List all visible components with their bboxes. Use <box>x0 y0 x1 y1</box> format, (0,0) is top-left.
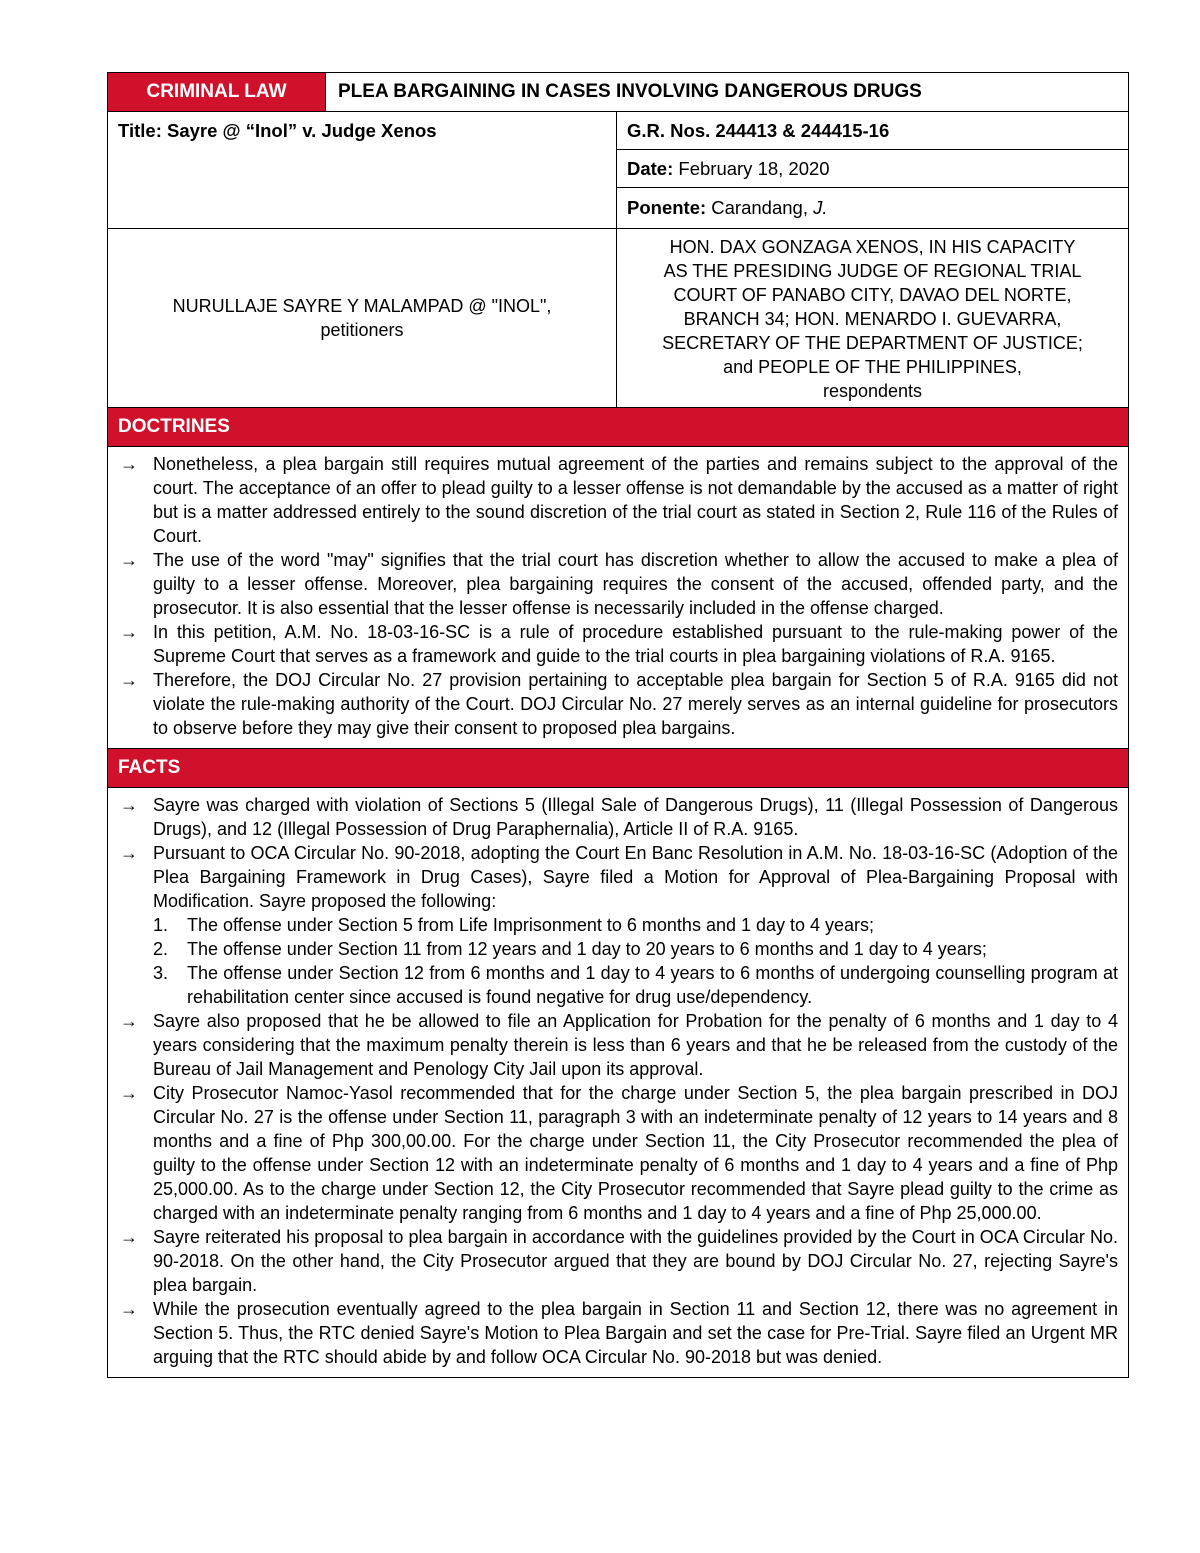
list-item <box>120 1297 1118 1369</box>
arrow-right-icon: → <box>120 1011 138 1031</box>
subject-label: CRIMINAL LAW <box>108 73 326 111</box>
list-item <box>120 841 1118 913</box>
item-text: The offense under Section 11 from 12 years and 1 day to 20 years to 6 months and 1 day to 4 years; <box>187 939 987 959</box>
respondent-role: respondents <box>822 381 923 401</box>
petitioner-role: petitioners <box>320 320 404 340</box>
doctrine-text: Nonetheless, a plea bargain still requires mutual agreement of the parties and remains subject to the approval of the court. The acceptance of an offer to plead guilty to a lesser offense is not demandable by the accused as a matter of right but is a matter addressed entirely to the sound discretion of the trial court as stated in Section 2, Rule 116 of the Rules of Court. <box>153 454 1118 546</box>
item-number: 2. <box>153 939 169 959</box>
list-item <box>120 1081 1118 1225</box>
fact-text: Sayre reiterated his proposal to plea bargain in accordance with the guidelines provided by the Court in OCA Circular No. 90-2018. On the other hand, the City Prosecutor argued that they are bound by DOJ Circular No. 27, rejecting Sayre's plea bargain. <box>153 1227 1118 1295</box>
facts-heading: FACTS <box>108 749 1128 788</box>
arrow-right-icon: → <box>120 843 138 863</box>
header-row <box>108 73 1128 112</box>
item-number: 1. <box>153 915 169 935</box>
respondent-last: PEOPLE OF THE PHILIPPINES, <box>758 357 1022 377</box>
date-value: February 18, 2020 <box>678 157 830 179</box>
respondent-line <box>625 355 1120 379</box>
item-text: The offense under Section 12 from 6 months and 1 day to 4 years to 6 months of undergoing counselling program at rehabilitation center since accused is found negative for drug use/dependency. <box>187 963 1118 1007</box>
gr-number: G.R. Nos. 244413 & 244415-16 <box>617 112 1128 150</box>
arrow-right-icon: → <box>120 454 138 474</box>
ponente-label: Ponente: <box>627 197 707 218</box>
title-value: Sayre @ “Inol” v. Judge Xenos <box>167 120 437 141</box>
petitioner-block <box>108 229 617 407</box>
doctrine-text: In this petition, A.M. No. 18-03-16-SC is a rule of procedure established pursuant to the rule-making power of the Supreme Court that serves as a framework and guide to the trial courts in plea bargaining violations of R.A. 9165. <box>153 622 1118 666</box>
case-digest-table <box>107 72 1129 1378</box>
case-title <box>108 112 617 228</box>
respondent-line: SECRETARY OF THE DEPARTMENT OF JUSTICE; <box>662 333 1083 353</box>
list-item <box>120 620 1118 668</box>
respondent-line: HON. DAX GONZAGA XENOS, IN HIS CAPACITY <box>669 237 1076 257</box>
doctrine-text: The use of the word "may" signifies that the trial court has discretion whether to allow the accused to make a plea of guilty to a lesser offense. Moreover, plea bargaining requires the consent of the accused, offended party, and the prosecutor. It is also essential that the lesser offense is necessarily included in the offense charged. <box>153 550 1118 618</box>
arrow-right-icon: → <box>120 795 138 815</box>
list-item <box>120 548 1118 620</box>
facts-list <box>108 788 1128 1377</box>
petitioner-name: NURULLAJE SAYRE Y MALAMPAD @ "INOL", <box>172 296 552 316</box>
list-item <box>120 1009 1118 1081</box>
topic-label: PLEA BARGAINING IN CASES INVOLVING DANGEROUS DRUGS <box>338 81 922 102</box>
list-item <box>120 452 1118 548</box>
doctrines-list <box>108 447 1128 749</box>
case-info-row <box>108 112 1128 229</box>
list-item <box>120 1225 1118 1297</box>
respondent-line: AS THE PRESIDING JUDGE OF REGIONAL TRIAL <box>663 261 1082 281</box>
list-item <box>120 668 1118 740</box>
respondent-line: BRANCH 34; HON. MENARDO I. GUEVARRA, <box>683 309 1062 329</box>
doctrines-heading: DOCTRINES <box>108 408 1128 447</box>
respondent-line: COURT OF PANABO CITY, DAVAO DEL NORTE, <box>673 285 1072 305</box>
parties-row <box>108 229 1128 408</box>
arrow-right-icon: → <box>120 622 138 642</box>
numbered-item <box>120 913 1118 937</box>
fact-text: While the prosecution eventually agreed to the plea bargain in Section 11 and Section 12, there was no agreement in Section 5. Thus, the RTC denied Sayre's Motion to Plea Bargain and set the case for Pre-Trial. Sayre filed an Urgent MR arguing that the RTC should abide by and follow OCA Circular No. 90-2018 but was denied. <box>153 1299 1118 1367</box>
fact-text: Sayre also proposed that he be allowed to file an Application for Probation for the penalty of 6 months and 1 day to 4 years considering that the maximum penalty therein is less than 6 years and that he be released from the custody of the Bureau of Jail Management and Penology City Jail upon its approval. <box>153 1011 1118 1079</box>
numbered-item <box>120 937 1118 961</box>
ponente-name: Carandang, <box>711 197 808 218</box>
arrow-right-icon: → <box>120 670 138 690</box>
numbered-item <box>120 961 1118 1009</box>
date-label: Date: <box>627 157 674 179</box>
arrow-right-icon: → <box>120 1299 138 1319</box>
arrow-right-icon: → <box>120 1227 138 1247</box>
title-label: Title: <box>118 120 162 141</box>
respondent-block <box>617 229 1128 407</box>
list-item <box>120 793 1118 841</box>
doctrine-text: Therefore, the DOJ Circular No. 27 provision pertaining to acceptable plea bargain for Section 5 of R.A. 9165 did not violate the rule-making authority of the Court. DOJ Circular No. 27 merely serves as an internal guideline for prosecutors to observe before they may give their consent to proposed plea bargains. <box>153 670 1118 738</box>
ponente-suffix: J. <box>813 197 828 218</box>
decision-date <box>617 150 1128 188</box>
fact-text: City Prosecutor Namoc-Yasol recommended that for the charge under Section 5, the plea bargain prescribed in DOJ Circular No. 27 is the offense under Section 11, paragraph 3 with an indeterminate penalty of 12 years to 14 years and 8 months and a fine of Php 300,00.00. For the charge under Section 11, the City Prosecutor recommended the plea of guilty to the offense under Section 12 with an indeterminate penalty of 6 months and 1 day to 4 years and a fine of Php 25,000.00. As to the charge under Section 12, the City Prosecutor recommended that Sayre plead guilty to the crime as charged with an indeterminate penalty ranging from 6 months and 1 day to 4 years and a fine of Php 25,000.00. <box>153 1083 1118 1223</box>
item-text: The offense under Section 5 from Life Imprisonment to 6 months and 1 day to 4 years; <box>187 915 875 935</box>
ponente <box>617 188 1128 228</box>
arrow-right-icon: → <box>120 550 138 570</box>
arrow-right-icon: → <box>120 1083 138 1103</box>
fact-text: Pursuant to OCA Circular No. 90-2018, adopting the Court En Banc Resolution in A.M. No. 18-03-16-SC (Adoption of the Plea Bargaining Framework in Drug Cases), Sayre filed a Motion for Approval of Plea-Bargaining Proposal with Modification. Sayre proposed the following: <box>153 843 1118 911</box>
item-number: 3. <box>153 963 169 983</box>
fact-text: Sayre was charged with violation of Sections 5 (Illegal Sale of Dangerous Drugs), 11 (Illegal Possession of Dangerous Drugs), and 12 (Illegal Possession of Drug Paraphernalia), Article II of R.A. 9165. <box>153 795 1118 839</box>
case-meta <box>617 112 1128 228</box>
respondent-and: and <box>723 357 759 377</box>
